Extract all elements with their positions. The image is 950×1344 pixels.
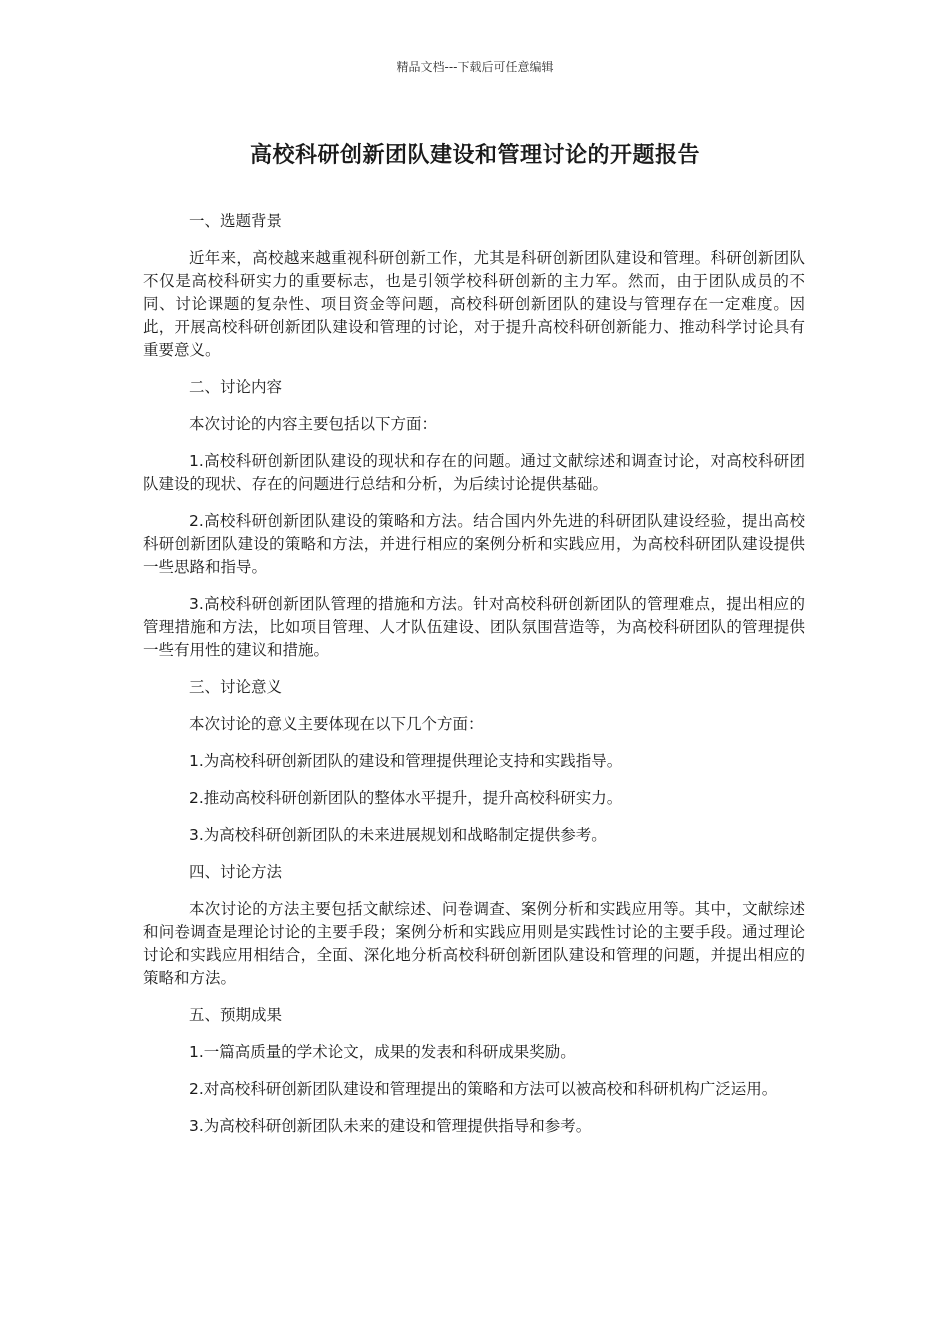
header-note: 精品文档---下载后可任意编辑	[396, 60, 554, 74]
section-heading: 五、预期成果	[189, 1006, 283, 1024]
paragraph: 本次讨论的内容主要包括以下方面：	[189, 415, 438, 433]
document-body	[143, 210, 805, 1152]
paragraph: 1.一篇高质量的学术论文，成果的发表和科研成果奖励。	[189, 1043, 576, 1061]
paragraph: 3.高校科研创新团队管理的措施和方法。针对高校科研创新团队的管理难点，提出相应的管理措施和方法，比如项目管理、人才队伍建设、团队氛围营造等，为高校科研团队的管理提供一些有用性的建议和措施。	[143, 595, 805, 659]
paragraph: 2.推动高校科研创新团队的整体水平提升，提升高校科研实力。	[189, 789, 623, 807]
paragraph: 3.为高校科研创新团队未来的建设和管理提供指导和参考。	[189, 1117, 592, 1135]
document-title: 高校科研创新团队建设和管理讨论的开题报告	[249, 143, 700, 168]
section-heading: 四、讨论方法	[189, 863, 283, 881]
paragraph: 3.为高校科研创新团队的未来进展规划和战略制定提供参考。	[189, 826, 607, 844]
paragraph: 2.对高校科研创新团队建设和管理提出的策略和方法可以被高校和科研机构广泛运用。	[189, 1080, 778, 1098]
paragraph: 本次讨论的意义主要体现在以下几个方面：	[189, 715, 484, 733]
paragraph: 本次讨论的方法主要包括文献综述、问卷调查、案例分析和实践应用等。其中，文献综述和问卷调查是理论讨论的主要手段；案例分析和实践应用则是实践性讨论的主要手段。通过理论讨论和实践应用相结合，全面、深化地分析高校科研创新团队建设和管理的问题，并提出相应的策略和方法。	[143, 900, 805, 987]
paragraph: 1.为高校科研创新团队的建设和管理提供理论支持和实践指导。	[189, 752, 623, 770]
paragraph: 近年来，高校越来越重视科研创新工作，尤其是科研创新团队建设和管理。科研创新团队不仅是高校科研实力的重要标志，也是引领学校科研创新的主力军。然而，由于团队成员的不同、讨论课题的复杂性、项目资金等问题，高校科研创新团队的建设与管理存在一定难度。因此，开展高校科研创新团队建设和管理的讨论，对于提升高校科研创新能力、推动科学讨论具有重要意义。	[143, 249, 805, 359]
section-heading: 一、选题背景	[189, 212, 283, 230]
section-heading: 三、讨论意义	[189, 678, 283, 696]
section-heading: 二、讨论内容	[189, 378, 283, 396]
paragraph: 1.高校科研创新团队建设的现状和存在的问题。通过文献综述和调查讨论，对高校科研团队建设的现状、存在的问题进行总结和分析，为后续讨论提供基础。	[143, 452, 805, 493]
paragraph: 2.高校科研创新团队建设的策略和方法。结合国内外先进的科研团队建设经验，提出高校科研创新团队建设的策略和方法，并进行相应的案例分析和实践应用，为高校科研团队建设提供一些思路和指导。	[143, 512, 805, 576]
